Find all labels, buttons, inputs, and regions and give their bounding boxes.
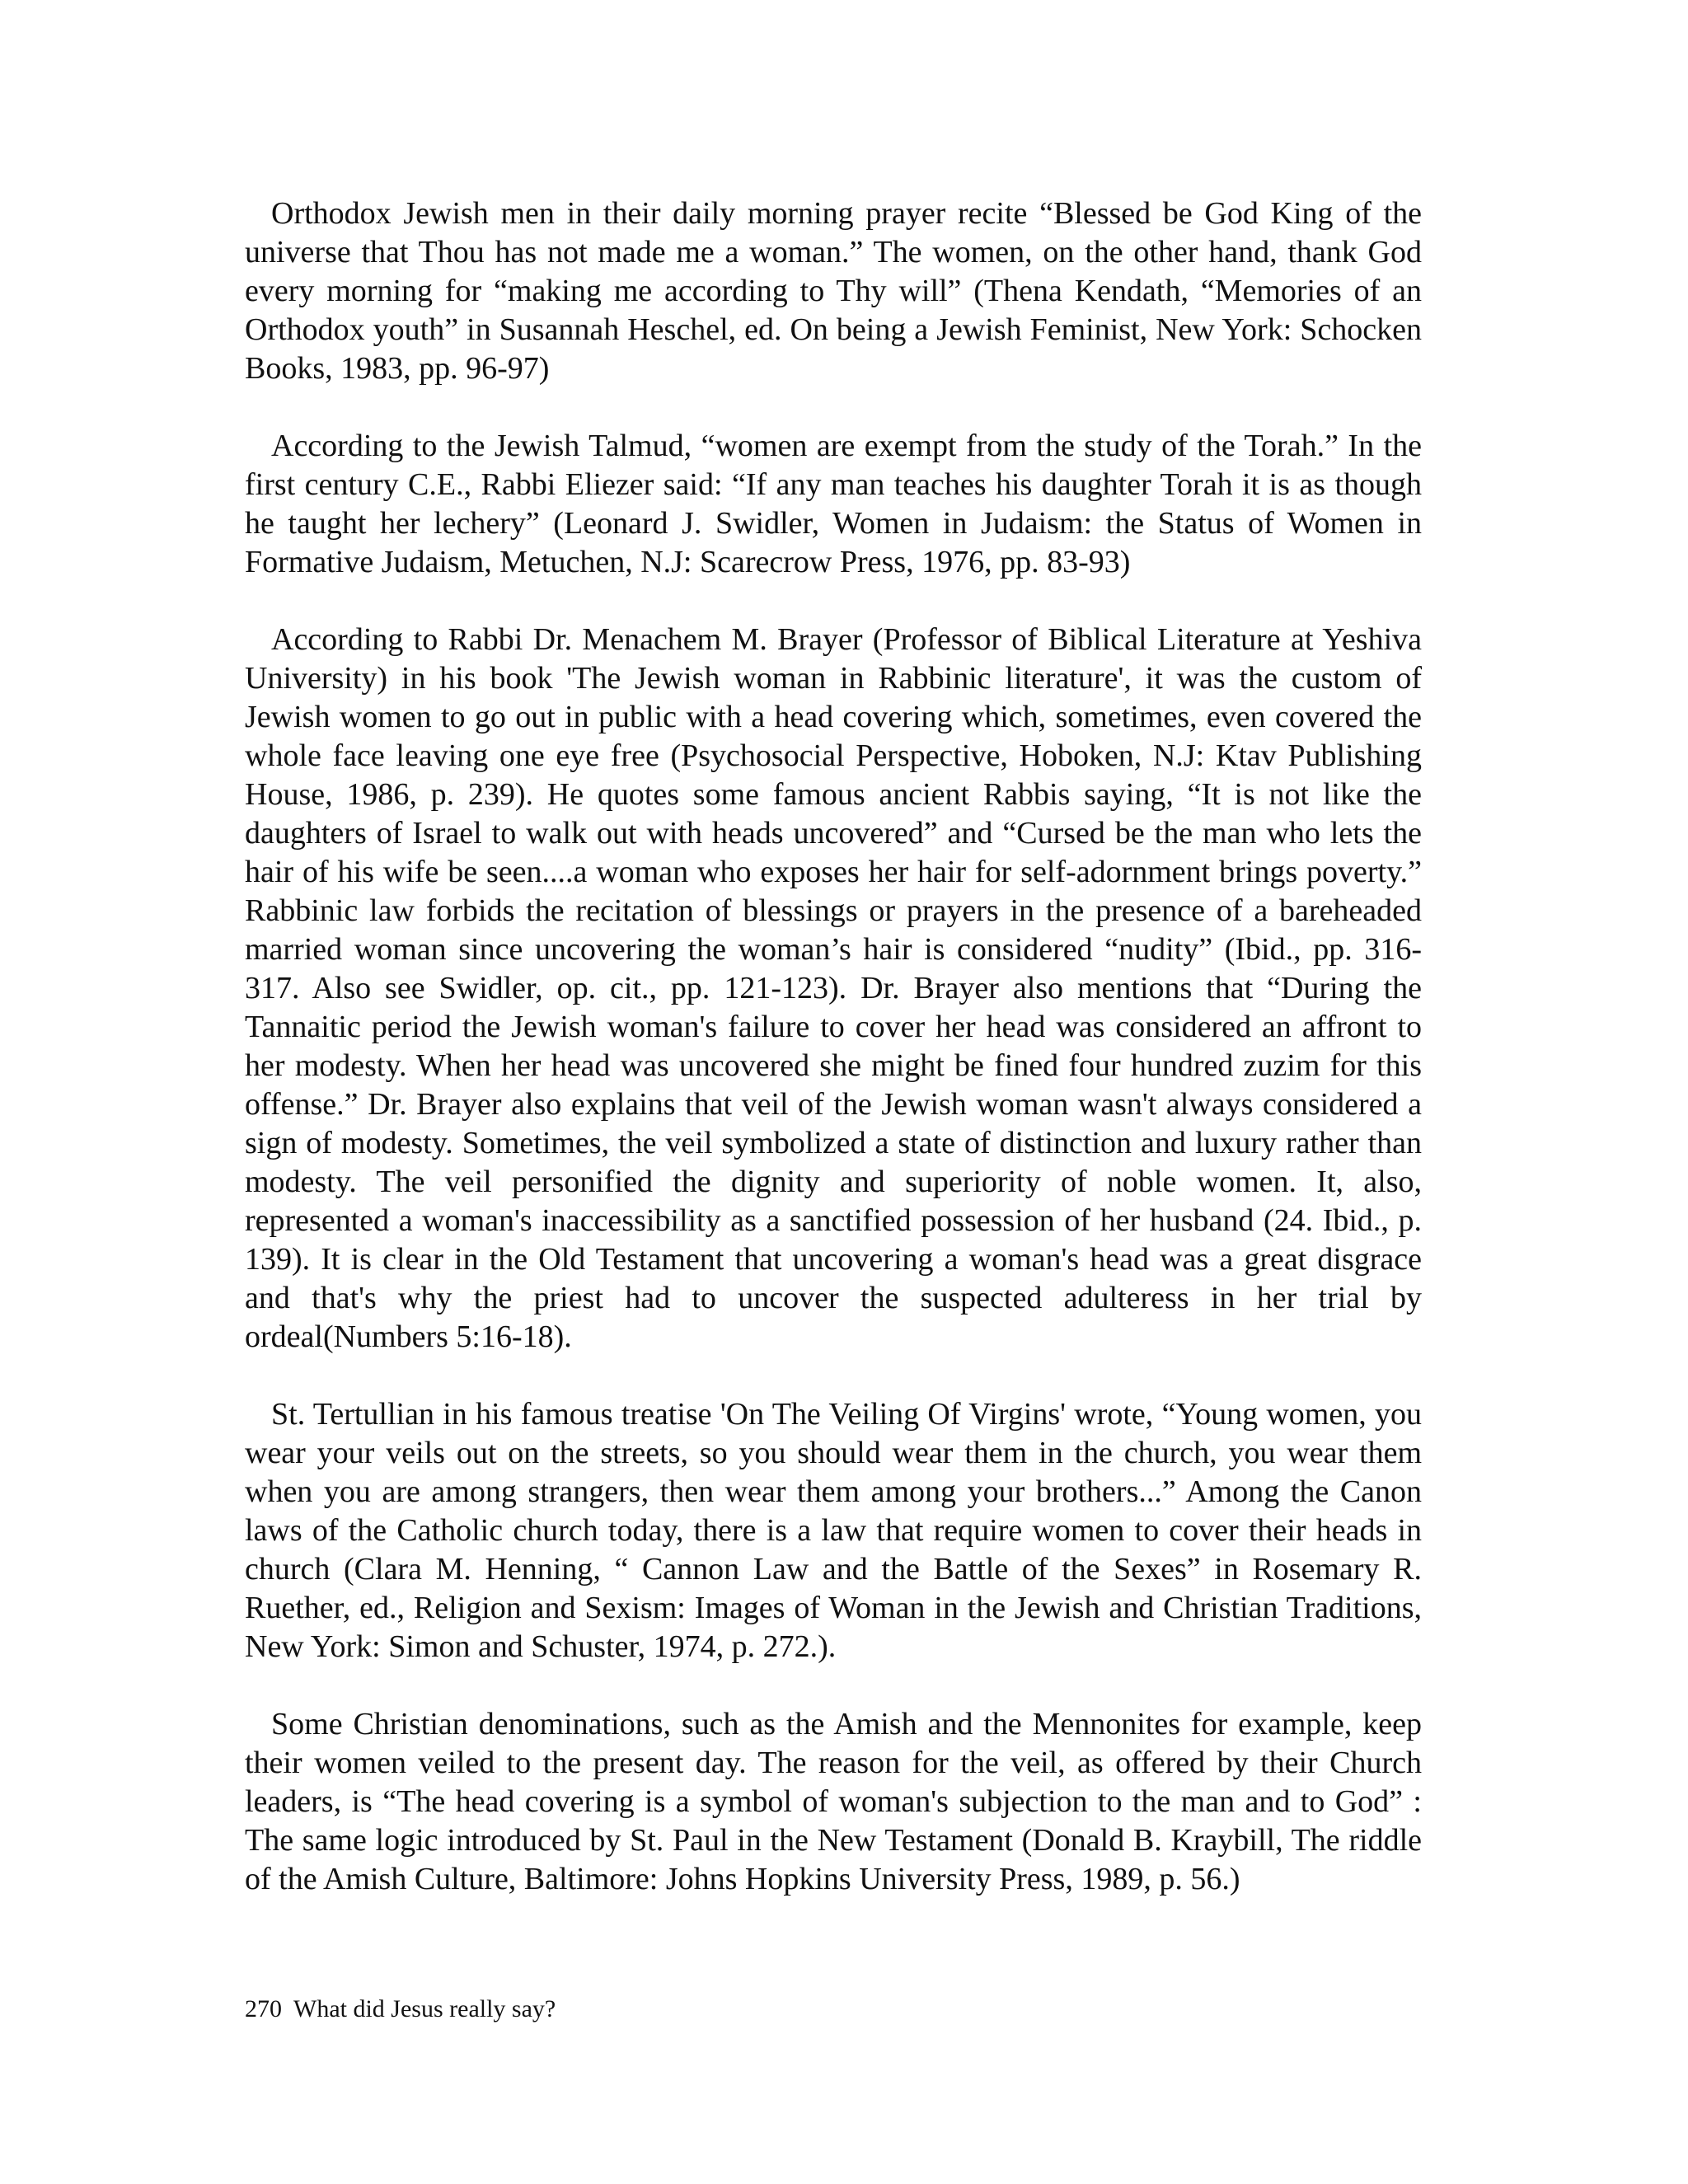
paragraph-amish: Some Christian denominations, such as the Amish and the Mennonites for example, keep their women veiled to the present day. The reason for the veil, as offered by their Church leaders, is “The head covering is a symbol of woman's subjection to the man and to God” : The same logic introduced by St. Paul in the New Testament (Donald B. Kraybill, The riddle of the Amish Culture, Baltimore: Johns Hopkins University Press, 1989, p. 56.) — [245, 1707, 1422, 1896]
running-title: What did Jesus really say? — [293, 1995, 556, 2022]
page-number: 270 — [245, 1995, 282, 2022]
paragraph-orthodox-prayer: Orthodox Jewish men in their daily morning prayer recite “Blessed be God King of the universe that Thou has not made me a woman.” The women, on the other hand, thank God every morning for “making me according to Thy will” (Thena Kendath, “Memories of an Orthodox youth” in Susannah Heschel, ed. On being a Jewish Feminist, New York: Schocken Books, 1983, pp. 96-97) — [245, 196, 1422, 386]
paragraph-talmud: According to the Jewish Talmud, “women are exempt from the study of the Torah.” In the first century C.E., Rabbi Eliezer said: “If any man teaches his daughter Torah it is as though he taught her lechery” (Leonard J. Swidler, Women in Judaism: the Status of Women in Formative Judaism, Metuchen, N.J: Scarecrow Press, 1976, pp. 83-93) — [245, 429, 1422, 579]
page-footer — [245, 1994, 556, 2024]
body-text — [245, 194, 1422, 1938]
paragraph-brayer: According to Rabbi Dr. Menachem M. Brayer (Professor of Biblical Literature at Yeshiva University) in his book 'The Jewish woman in Rabbinic literature', it was the custom of Jewish women to go out in public with a head covering which, sometimes, even covered the whole face leaving one eye free (Psychosocial Perspective, Hoboken, N.J: Ktav Publishing House, 1986, p. 239). He quotes some famous ancient Rabbis saying, “It is not like the daughters of Israel to walk out with heads uncovered” and “Cursed be the man who lets the hair of his wife be seen....a woman who exposes her hair for self-adornment brings poverty.” Rabbinic law forbids the recitation of blessings or prayers in the presence of a bareheaded married woman since uncovering the woman’s hair is considered “nudity” (Ibid., pp. 316-317. Also see Swidler, op. cit., pp. 121-123). Dr. Brayer also mentions that “During the Tannaitic period the Jewish woman's failure to cover her head was considered an affront to her modesty. When her head was uncovered she might be fined four hundred zuzim for this offense.” Dr. Brayer also explains that veil of the Jewish woman wasn't always considered a sign of modesty. Sometimes, the veil symbolized a state of distinction and luxury rather than modesty. The veil personified the dignity and superiority of noble women. It, also, represented a woman's inaccessibility as a sanctified possession of her husband (24. Ibid., p. 139). It is clear in the Old Testament that uncovering a woman's head was a great disgrace and that's why the priest had to uncover the suspected adulteress in her trial by ordeal(Numbers 5:16-18). — [245, 622, 1422, 1354]
paragraph-tertullian: St. Tertullian in his famous treatise 'On The Veiling Of Virgins' wrote, “Young women, you wear your veils out on the streets, so you should wear them in the church, you wear them when you are among strangers, then wear them among your brothers...” Among the Canon laws of the Catholic church today, there is a law that require women to cover their heads in church (Clara M. Henning, “ Cannon Law and the Battle of the Sexes” in Rosemary R. Ruether, ed., Religion and Sexism: Images of Woman in the Jewish and Christian Traditions, New York: Simon and Schuster, 1974, p. 272.). — [245, 1397, 1422, 1664]
